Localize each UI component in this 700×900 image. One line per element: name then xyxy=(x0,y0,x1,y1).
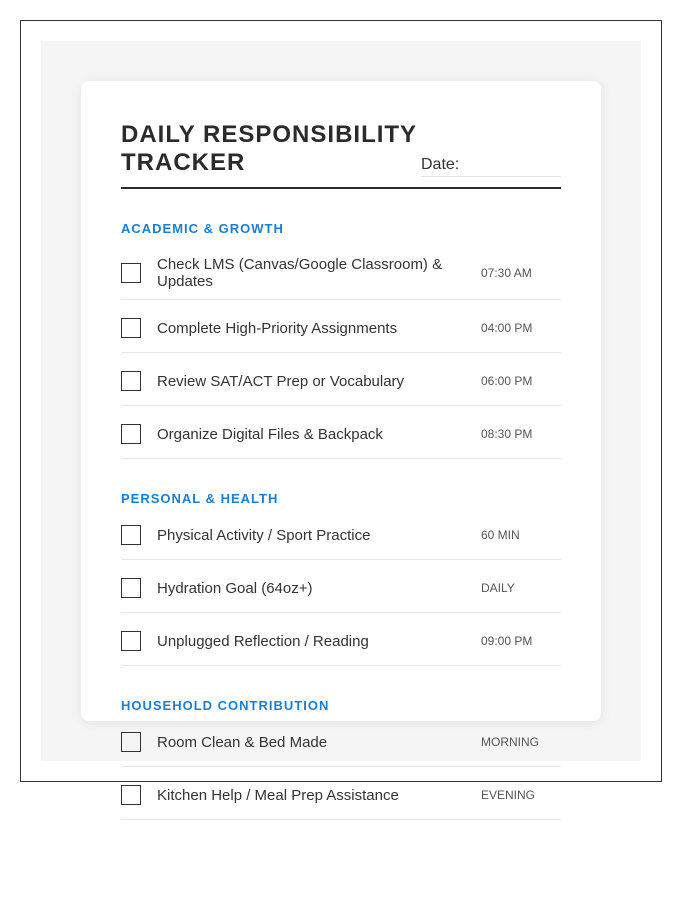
task-row xyxy=(121,237,561,300)
task-time: EVENING xyxy=(481,788,536,802)
task-checkbox[interactable] xyxy=(121,525,141,545)
task-row xyxy=(121,300,561,353)
task-label: Check LMS (Canvas/Google Classroom) & Updates xyxy=(157,256,443,290)
task-time: 60 MIN xyxy=(481,528,520,542)
task-label: Unplugged Reflection / Reading xyxy=(157,632,369,650)
section-title: PERSONAL & HEALTH xyxy=(121,491,279,506)
task-checkbox[interactable] xyxy=(121,785,141,805)
task-row xyxy=(121,767,561,820)
tracker-header xyxy=(121,121,561,189)
task-time: 04:00 PM xyxy=(481,321,533,335)
section-title: HOUSEHOLD CONTRIBUTION xyxy=(121,698,330,713)
task-label: Organize Digital Files & Backpack xyxy=(157,425,383,443)
task-label: Physical Activity / Sport Practice xyxy=(157,526,371,544)
task-label: Room Clean & Bed Made xyxy=(157,733,328,751)
task-label: Hydration Goal (64oz+) xyxy=(157,579,313,597)
task-time: 09:00 PM xyxy=(481,634,533,648)
task-label: Complete High-Priority Assignments xyxy=(157,319,398,337)
task-row xyxy=(121,714,561,767)
page-title: DAILY RESPONSIBILITY TRACKER xyxy=(121,121,417,176)
tracker-content xyxy=(121,121,561,820)
task-checkbox[interactable] xyxy=(121,263,141,283)
task-checkbox[interactable] xyxy=(121,424,141,444)
section-title: ACADEMIC & GROWTH xyxy=(121,221,284,236)
task-checkbox[interactable] xyxy=(121,578,141,598)
task-checkbox[interactable] xyxy=(121,371,141,391)
task-row xyxy=(121,560,561,613)
task-row xyxy=(121,406,561,459)
task-row xyxy=(121,353,561,406)
task-checkbox[interactable] xyxy=(121,631,141,651)
task-time: 08:30 PM xyxy=(481,427,533,441)
task-time: 06:00 PM xyxy=(481,374,533,388)
task-time: 07:30 AM xyxy=(481,266,532,280)
sections xyxy=(121,221,561,820)
date-field[interactable]: Date: xyxy=(421,156,561,177)
task-label: Review SAT/ACT Prep or Vocabulary xyxy=(157,372,405,390)
task-row xyxy=(121,507,561,560)
task-time: DAILY xyxy=(481,581,515,595)
task-checkbox[interactable] xyxy=(121,732,141,752)
task-label: Kitchen Help / Meal Prep Assistance xyxy=(157,786,399,804)
task-time: MORNING xyxy=(481,735,539,749)
task-row xyxy=(121,613,561,666)
task-checkbox[interactable] xyxy=(121,318,141,338)
